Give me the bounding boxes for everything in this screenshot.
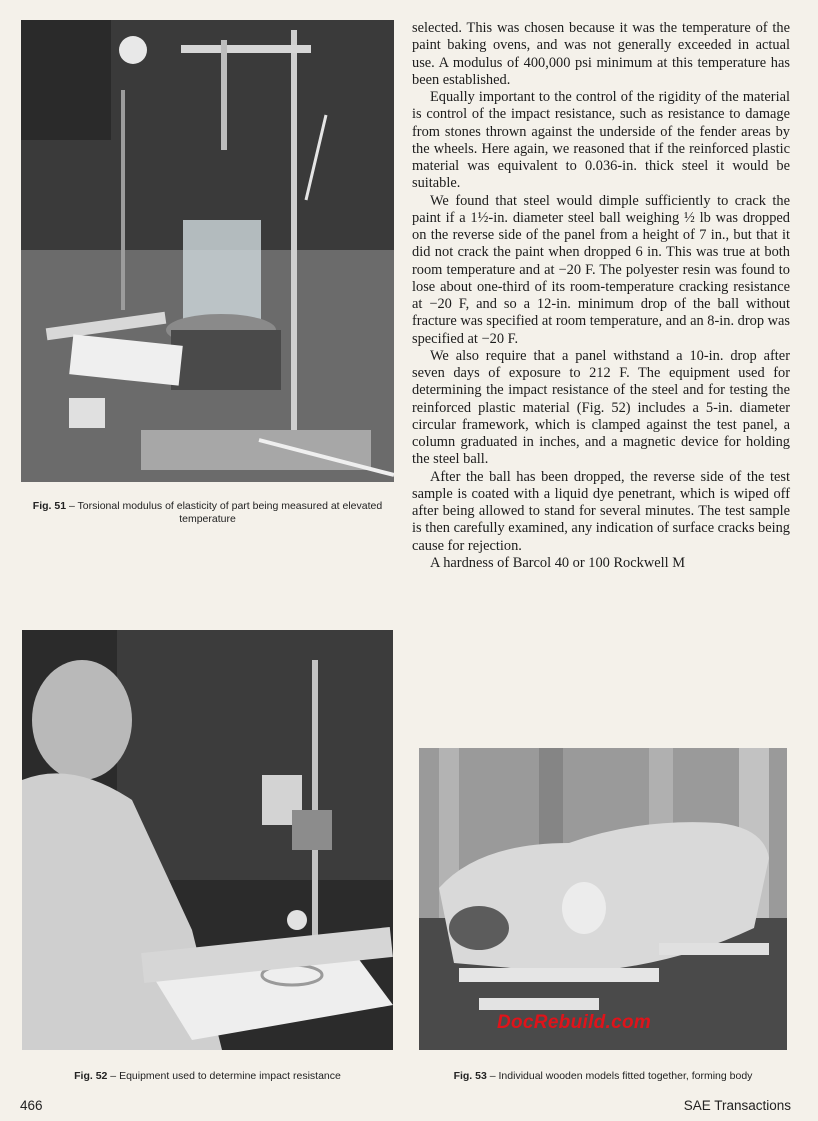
paragraph-6: A hardness of Barcol 40 or 100 Rockwell M bbox=[430, 554, 685, 571]
body-text bbox=[412, 20, 790, 572]
figure-51-caption-text: Torsional modulus of elasticity of part being measured at elevated temperature bbox=[77, 500, 383, 525]
figure-51-photo bbox=[21, 20, 394, 482]
paragraph-5: After the ball has been dropped, the reverse side of the test sample is coated with a liquid dye penetrant, which is wiped off after being allowed to stand for several minutes. The test sample is then carefully examined, any indication of surface cracks being cause for rejection. bbox=[412, 468, 791, 554]
figure-53-photo bbox=[419, 748, 787, 1050]
figure-52-caption: Fig. 52 – Equipment used to determine impact resistance bbox=[74, 1070, 341, 1082]
journal-name: SAE Transactions bbox=[683, 1098, 791, 1113]
paragraph-2: Equally important to the control of the rigidity of the material is control of the impact resistance, such as resistance to damage from stones thrown against the underside of the fender areas by the wheels. Here again, we reasoned that if the reinforced plastic material was equivalent to 0.036-in. thick steel it would be suitable. bbox=[412, 89, 790, 192]
figure-53-caption: Fig. 53 – Individual wooden models fitted together, forming body bbox=[453, 1070, 753, 1082]
figure-53-label: Fig. 53 bbox=[453, 1070, 487, 1082]
figure-52-caption-text: Equipment used to determine impact resistance bbox=[119, 1070, 341, 1082]
figure-52-photo bbox=[22, 630, 393, 1050]
paragraph-1: selected. This was chosen because it was the temperature of the paint baking ovens, and was not generally exceeded in actual use. A modulus of 400,000 psi minimum at this temperature has been established. bbox=[412, 20, 790, 88]
figure-53-caption-text: Individual wooden models fitted together, forming body bbox=[498, 1070, 753, 1082]
watermark: DocRebuild.com bbox=[497, 1012, 652, 1033]
page-number: 466 bbox=[20, 1098, 43, 1113]
figure-51-label: Fig. 51 bbox=[32, 500, 67, 512]
paragraph-4: We also require that a panel withstand a 10-in. drop after seven days of exposure to 212 F. The equipment used for determining the impact resistance of the steel and for testing the reinforced plastic material (Fig. 52) includes a 5-in. diameter circular framework, which is clamped against the test panel, a column graduated in inches, and a magnetic device for holding the steel ball. bbox=[412, 347, 790, 468]
figure-52-label: Fig. 52 bbox=[74, 1070, 108, 1082]
figure-51-caption: Fig. 51 – Torsional modulus of elasticity of part being measured at elevated temperature bbox=[32, 500, 383, 525]
paragraph-3: We found that steel would dimple sufficiently to crack the paint if a 1½-in. diameter steel ball weighing ½ lb was dropped on the reverse side of the panel from a height of 7 in., but that it did not crack the paint when dropped 6 in. This was true at both room temperature and at −20 F. The polyester resin was found to lose about one-third of its room-temperature cracking resistance at −20 F, and so a 12-in. minimum drop of the ball without fracture was specified at room temperature, and an 8-in. drop was specified at −20 F. bbox=[412, 192, 791, 347]
